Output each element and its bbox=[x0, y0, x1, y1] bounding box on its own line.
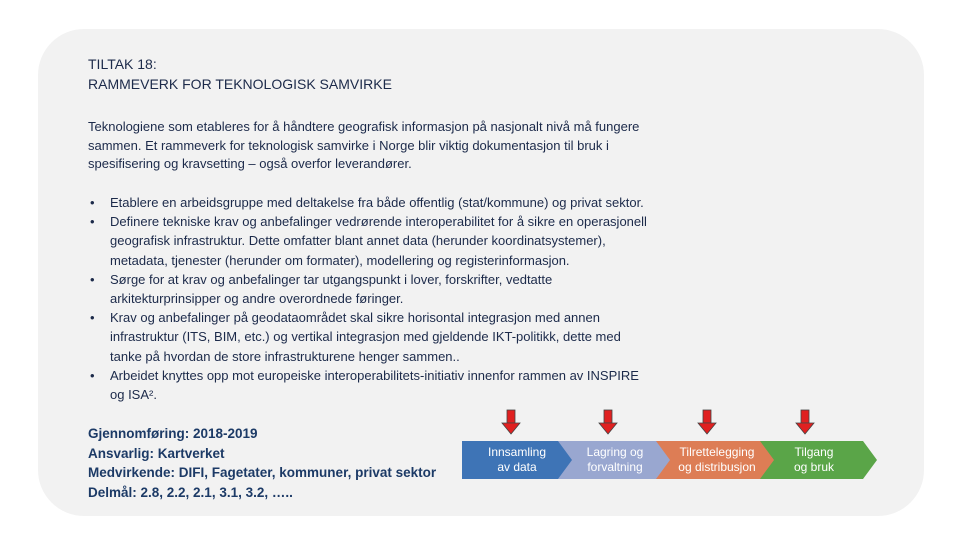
intro-line: Teknologiene som etableres for å håndtere geografisk informasjon på nasjonalt nivå må fungere bbox=[88, 119, 640, 134]
bullet-line: Arbeidet knyttes opp mot europeiske interoperabilitets-initiativ innenfor rammen av INSPIRE bbox=[110, 367, 639, 383]
stage-label-line: Innsamling bbox=[487, 445, 547, 459]
page-title bbox=[88, 54, 392, 94]
title-line-2: RAMMEVERK FOR TEKNOLOGISK SAMVIRKE bbox=[88, 76, 392, 92]
bullet-line: arkitekturprinsipper og andre overordnede føringer. bbox=[110, 291, 404, 307]
value-chain-diagram bbox=[462, 405, 878, 485]
stage-label-line: og distribusjon bbox=[678, 460, 756, 474]
bullet-line: og ISA². bbox=[110, 387, 157, 403]
bullet-line: Etablere en arbeidsgruppe med deltakelse fra både offentlig (stat/kommune) og privat sektor. bbox=[110, 195, 644, 210]
bullet-line: geografisk infrastruktur. Dette omfatter blant annet data (herunder koordinatsystemer), bbox=[110, 233, 606, 249]
stage-label-tilgang bbox=[766, 445, 862, 475]
meta-ansvarlig: Ansvarlig: Kartverket bbox=[88, 445, 225, 461]
bullet-dot: • bbox=[90, 271, 95, 287]
bullet-line: Definere tekniske krav og anbefalinger vedrørende interoperabilitet for å sikre en operasjonell bbox=[110, 214, 647, 230]
stage-label-line: Lagring og bbox=[586, 445, 644, 459]
bullet-dot: • bbox=[90, 367, 95, 383]
bullet-dot: • bbox=[90, 214, 95, 230]
bullet-item bbox=[88, 193, 738, 212]
bullet-item bbox=[88, 308, 738, 366]
bullet-line: metadata, tjenester (herunder om formater), modellering og registerinformasjon. bbox=[110, 252, 570, 268]
stage-label-tilrettelegging bbox=[665, 445, 769, 475]
bullet-dot: • bbox=[90, 195, 95, 210]
intro-line: spesifisering og kravsetting – også overfor leverandører. bbox=[88, 156, 412, 171]
down-arrow-icon bbox=[502, 410, 520, 434]
intro-paragraph bbox=[88, 118, 728, 174]
project-meta bbox=[88, 424, 436, 502]
stage-label-lagring bbox=[566, 445, 664, 475]
bullet-line: Sørge for at krav og anbefalinger tar utgangspunkt i lover, forskrifter, vedtatte bbox=[110, 271, 553, 287]
down-arrow-icon bbox=[698, 410, 716, 434]
down-arrow-icon bbox=[796, 410, 814, 434]
bullet-item bbox=[88, 366, 738, 404]
bullet-list bbox=[88, 193, 738, 404]
stage-label-line: og bruk bbox=[793, 460, 835, 474]
stage-label-line: av data bbox=[497, 460, 537, 474]
bullet-line: Krav og anbefalinger på geodataområdet skal sikre horisontal integrasjon med annen bbox=[110, 310, 600, 326]
meta-gjennomforing: Gjennomføring: 2018-2019 bbox=[88, 426, 258, 441]
bullet-item bbox=[88, 212, 738, 270]
stage-label-line: Tilrettelegging bbox=[679, 445, 755, 459]
bullet-line: tanke på hvordan de store infrastrukturene henger sammen.. bbox=[110, 348, 460, 364]
down-arrow-icon bbox=[599, 410, 617, 434]
intro-line: sammen. Et rammeverk for teknologisk samvirke i Norge blir viktig dokumentasjon til bruk i bbox=[88, 137, 609, 153]
title-line-1: TILTAK 18: bbox=[88, 56, 157, 72]
bullet-item bbox=[88, 270, 738, 308]
bullet-line: infrastruktur (ITS, BIM, etc.) og vertikal integrasjon med gjeldende IKT-politikk, dette med bbox=[110, 329, 621, 345]
stage-label-line: forvaltning bbox=[587, 460, 643, 474]
stage-label-innsamling bbox=[468, 445, 566, 475]
stage-label-line: Tilgang bbox=[794, 445, 834, 459]
meta-delmal: Delmål: 2.8, 2.2, 2.1, 3.1, 3.2, ….. bbox=[88, 484, 293, 500]
bullet-dot: • bbox=[90, 310, 95, 326]
meta-medvirkende: Medvirkende: DIFI, Fagetater, kommuner, privat sektor bbox=[88, 465, 437, 480]
